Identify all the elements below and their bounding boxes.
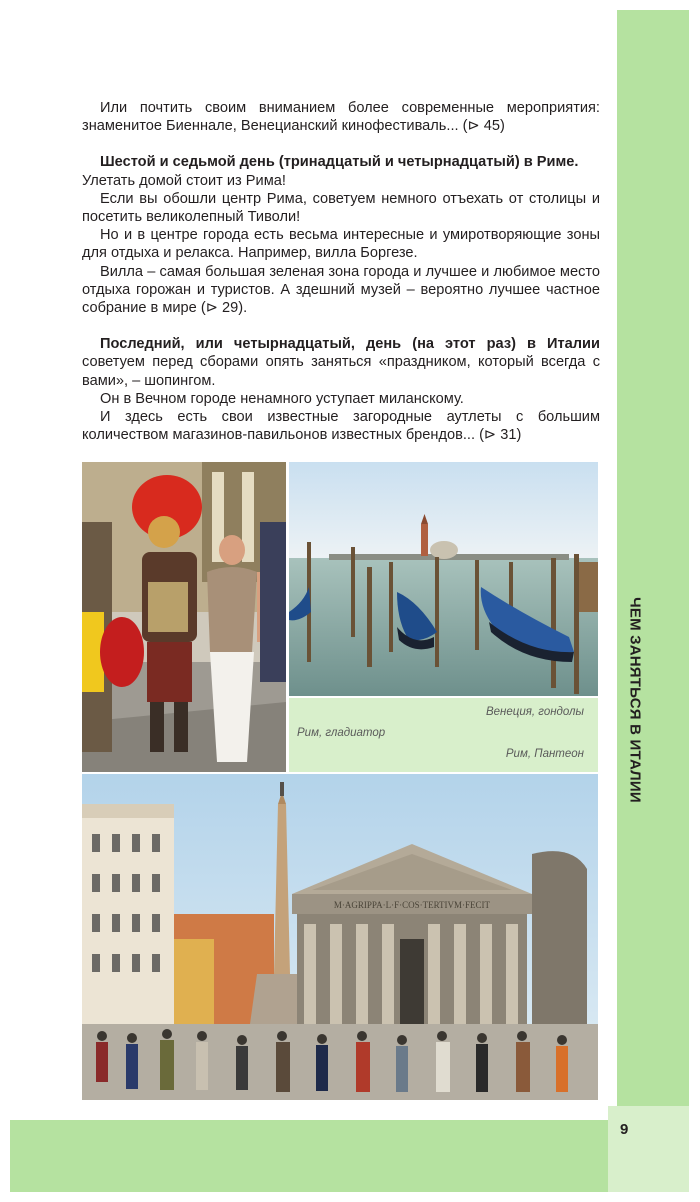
day-heading: Последний, или четырнадцатый, день (на этот раз) в Италии: [100, 336, 600, 353]
venice-photo: [289, 462, 598, 696]
paragraph: Вилла – самая большая зеленая зона города и лучшее и любимое место отдыха горожан и туристов. А здешний музей – вероятно лучшее частное собрание в мире (⊳ 29).: [82, 263, 600, 317]
caption-gladiator: Рим, гладиатор: [297, 727, 386, 739]
caption-pantheon: Рим, Пантеон: [505, 748, 584, 760]
pantheon-photo: [82, 774, 598, 1100]
paragraph: И здесь есть свои известные загородные аутлеты с большим количеством магазинов-павильонов известных брендов... (⊳ 31): [82, 409, 600, 444]
page-number: 9: [620, 1121, 629, 1138]
paragraph: Или почтить своим вниманием более современные мероприятия: знаменитое Биеннале, Венецианский кинофестиваль... (⊳ 45): [82, 100, 600, 135]
paragraph: Если вы обошли центр Рима, советуем немного отъехать от столицы и посетить великолепный Тиволи!: [82, 190, 600, 226]
paragraph: Улетать домой стоит из Рима!: [82, 172, 286, 189]
paragraph: Он в Вечном городе ненамного уступает миланскому.: [100, 390, 464, 407]
paragraph: Последний, или четырнадцатый, день (на этот раз) в Италии советуем перед сборами опять заняться «праздником, который всегда с вами», – шопингом.: [82, 336, 600, 389]
caption-venice: Венеция, гондолы: [485, 706, 584, 718]
side-tab: [617, 10, 689, 1106]
day-heading: Шестой и седьмой день (тринадцатый и четырнадцатый) в Риме.: [100, 154, 579, 171]
captions-panel: [289, 698, 598, 772]
section-title: ЧЕМ ЗАНЯТЬСЯ В ИТАЛИИ: [626, 597, 644, 803]
page-number-box: [608, 1106, 689, 1192]
pantheon-inscription: M·AGRIPPA·L·F·COS·TERTIVM·FECIT: [333, 900, 491, 910]
gladiator-photo: [82, 462, 286, 772]
paragraph: [82, 153, 600, 171]
body-text: [82, 99, 600, 444]
paragraph: Но и в центре города есть весьма интересные и умиротворяющие зоны для отдыха и релакса. Например, вилла Боргезе.: [82, 227, 600, 262]
footer-bar: [10, 1120, 608, 1192]
